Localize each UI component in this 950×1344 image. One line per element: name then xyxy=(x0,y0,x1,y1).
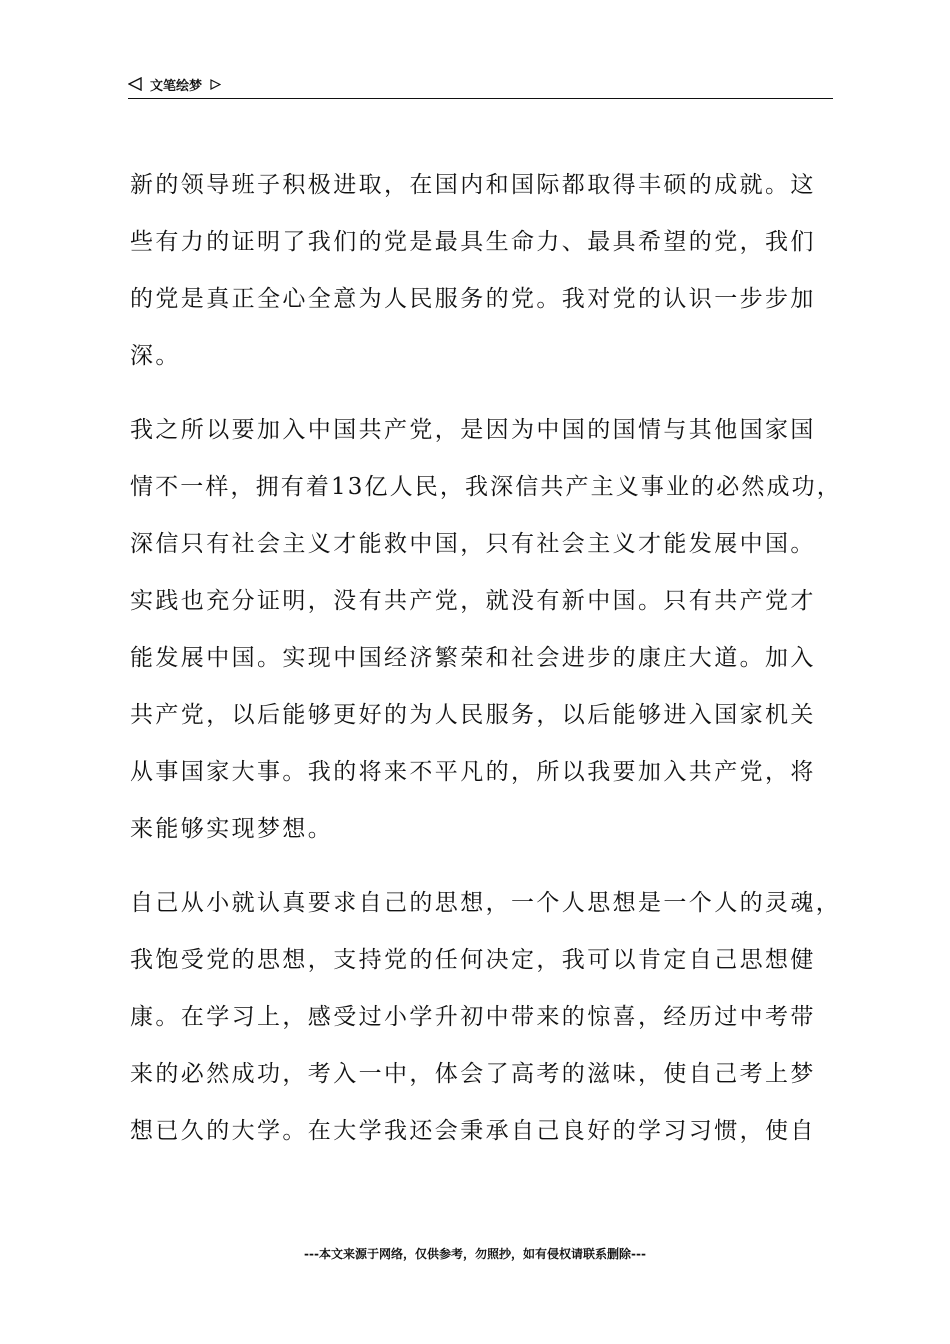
text-line: 康。在学习上，感受过小学升初中带来的惊喜，经历过中考带 xyxy=(130,1004,816,1030)
text-line: 情不一样，拥有着13亿人民，我深信共产主义事业的必然成功， xyxy=(130,474,842,500)
paragraph xyxy=(130,402,842,858)
document-header xyxy=(128,72,833,96)
text-line: 共产党，以后能够更好的为人民服务，以后能够进入国家机关 xyxy=(130,702,816,728)
text-line: 想已久的大学。在大学我还会秉承自己良好的学习习惯，使自 xyxy=(130,1118,816,1144)
text-line: 能发展中国。实现中国经济繁荣和社会进步的康庄大道。加入 xyxy=(130,645,816,671)
text-line: 自己从小就认真要求自己的思想，一个人思想是一个人的灵魂， xyxy=(130,890,842,916)
text-line: 实践也充分证明，没有共产党，就没有新中国。只有共产党才 xyxy=(130,588,816,614)
text-line: 来的必然成功，考入一中，体会了高考的滋味，使自己考上梦 xyxy=(130,1061,816,1087)
text-line: 我饱受党的思想，支持党的任何决定，我可以肯定自己思想健 xyxy=(130,947,816,973)
text-line: 些有力的证明了我们的党是最具生命力、最具希望的党，我们 xyxy=(130,229,816,255)
text-line: 的党是真正全心全意为人民服务的党。我对党的认识一步步加 xyxy=(130,286,816,312)
text-line: 深信只有社会主义才能救中国，只有社会主义才能发展中国。 xyxy=(130,531,816,557)
paragraph xyxy=(130,875,842,1160)
header-divider xyxy=(128,98,833,99)
text-line: 深。 xyxy=(130,343,181,369)
text-line: 我之所以要加入中国共产党，是因为中国的国情与其他国家国 xyxy=(130,417,816,443)
text-line: 来能够实现梦想。 xyxy=(130,816,334,842)
text-line: 从事国家大事。我的将来不平凡的，所以我要加入共产党，将 xyxy=(130,759,816,785)
paragraph xyxy=(130,157,842,385)
header-title: 文笔绘梦 xyxy=(150,78,203,94)
document-body xyxy=(130,157,842,1177)
footer-disclaimer: ---本文来源于网络，仅供参考，勿照抄，如有侵权请联系删除--- xyxy=(304,1247,646,1261)
triangle-right-icon xyxy=(210,79,221,90)
text-line: 新的领导班子积极进取，在国内和国际都取得丰硕的成就。这 xyxy=(130,172,816,198)
triangle-left-icon xyxy=(128,77,142,91)
